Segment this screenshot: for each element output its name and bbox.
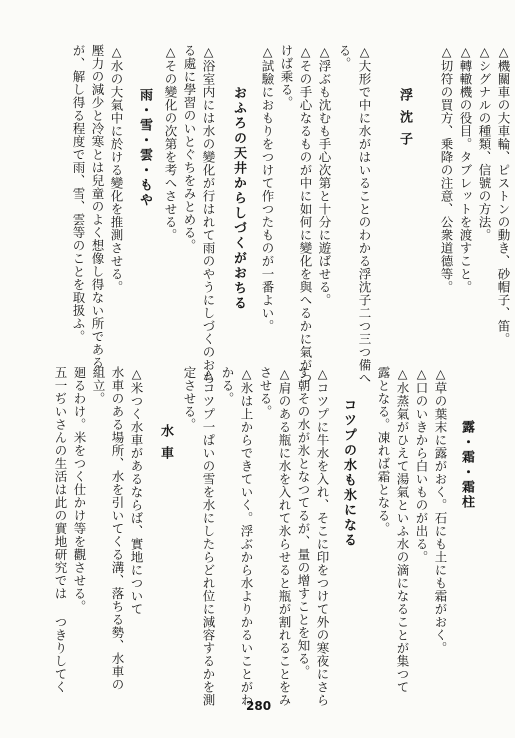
text-line: △その手心なるものが中に如何に變化を與へるかに氣がつ	[298, 44, 313, 385]
text-line: △切符の買方、乗降の注意、公衆道德等。	[439, 44, 454, 294]
text-line: 定させる。	[182, 366, 197, 431]
text-line: 水車のある場所、水を引いてくる溝、落ちる勢、水車の	[110, 366, 125, 691]
text-line: △浴室内には水の變化が行はれて雨のやうにしづくのおち	[201, 44, 216, 385]
section-heading-tsuyu: 露・霜・霜柱	[459, 420, 474, 510]
section-heading-ame: 雨・雪・雲・もや	[137, 88, 152, 208]
text-line: △水蒸氣がひえて湯氣といふ水の滴になることが集つて	[395, 366, 410, 694]
text-line: 壓力の減少と冷寒とは兒童のよく想像し得ない所である	[90, 44, 105, 369]
text-line: が、解し得る程度で雨、雪、雲等のことを取扱ふ。	[71, 44, 86, 343]
text-line: させる。	[258, 366, 273, 418]
text-line: △シグナルの種類、信號の方法。	[477, 44, 492, 242]
text-line: けば乘る。	[279, 44, 294, 109]
section-heading-ukishizumi: 浮沈子	[397, 88, 412, 154]
section-heading-ofuro: おふろの天井からしづくがおちる	[231, 86, 246, 311]
text-line: る。	[337, 44, 352, 70]
text-line: 廻るわけ。米をつく仕かけ等を觀させる。	[72, 366, 87, 613]
text-line: 五一ぢいさんの生活は此の實地研究では つきりしてく	[53, 366, 68, 694]
text-line: △機關車の大車輪、ピストンの動き、砂帽子、笛。	[496, 44, 511, 346]
text-line: 組立。	[91, 366, 106, 405]
text-line: △轉轍機の役目。タブレットを渡すこと。	[458, 44, 473, 294]
text-line: △試驗におもりをつけて作つたものが一番よい。	[260, 44, 275, 333]
section-heading-suisha: 水車	[158, 424, 173, 468]
text-line: △氷は上からできていく。浮ぶから水よりかるいことがわ	[239, 366, 254, 707]
text-line: △浮ぶも沈むも手心次第と十分に遊ばせる。	[317, 44, 332, 307]
text-line: △米つく水車があるならば、實地について	[129, 366, 144, 616]
text-line: △草の葉末に露がおく。石にも土にも霜がおく。	[433, 366, 448, 655]
text-line: △大形で中に水がはいることのわかる浮沈子二つ三つ備へ	[357, 44, 372, 385]
section-heading-koori: コツプの水も氷になる	[341, 398, 356, 548]
text-line: △コツプに牛水を入れ、そこに印をつけて外の寒夜にさら	[315, 366, 330, 707]
text-line: △水の大氣中に於ける變化を推測させる。	[109, 44, 124, 294]
text-line: △口のいきから白いものが出る。	[414, 366, 429, 564]
text-line: △肩のある瓶に水を入れて氷らせると瓶が割れることをみ	[277, 366, 292, 707]
text-line: る處に學習のいとぐちをみとめる。	[182, 44, 197, 252]
text-line: △コツプ一ぱいの雪を水にしたらどれ位に減容するかを測	[201, 366, 216, 707]
text-line: す朝その水が氷となつてるが、量の增すことを知る。	[296, 366, 311, 678]
text-line: 露となる。凍れば霜となる。	[376, 366, 391, 535]
page-number: 280	[246, 699, 272, 713]
text-line: かる。	[220, 366, 235, 405]
text-line: △その變化の次第を考へさせる。	[163, 44, 178, 242]
